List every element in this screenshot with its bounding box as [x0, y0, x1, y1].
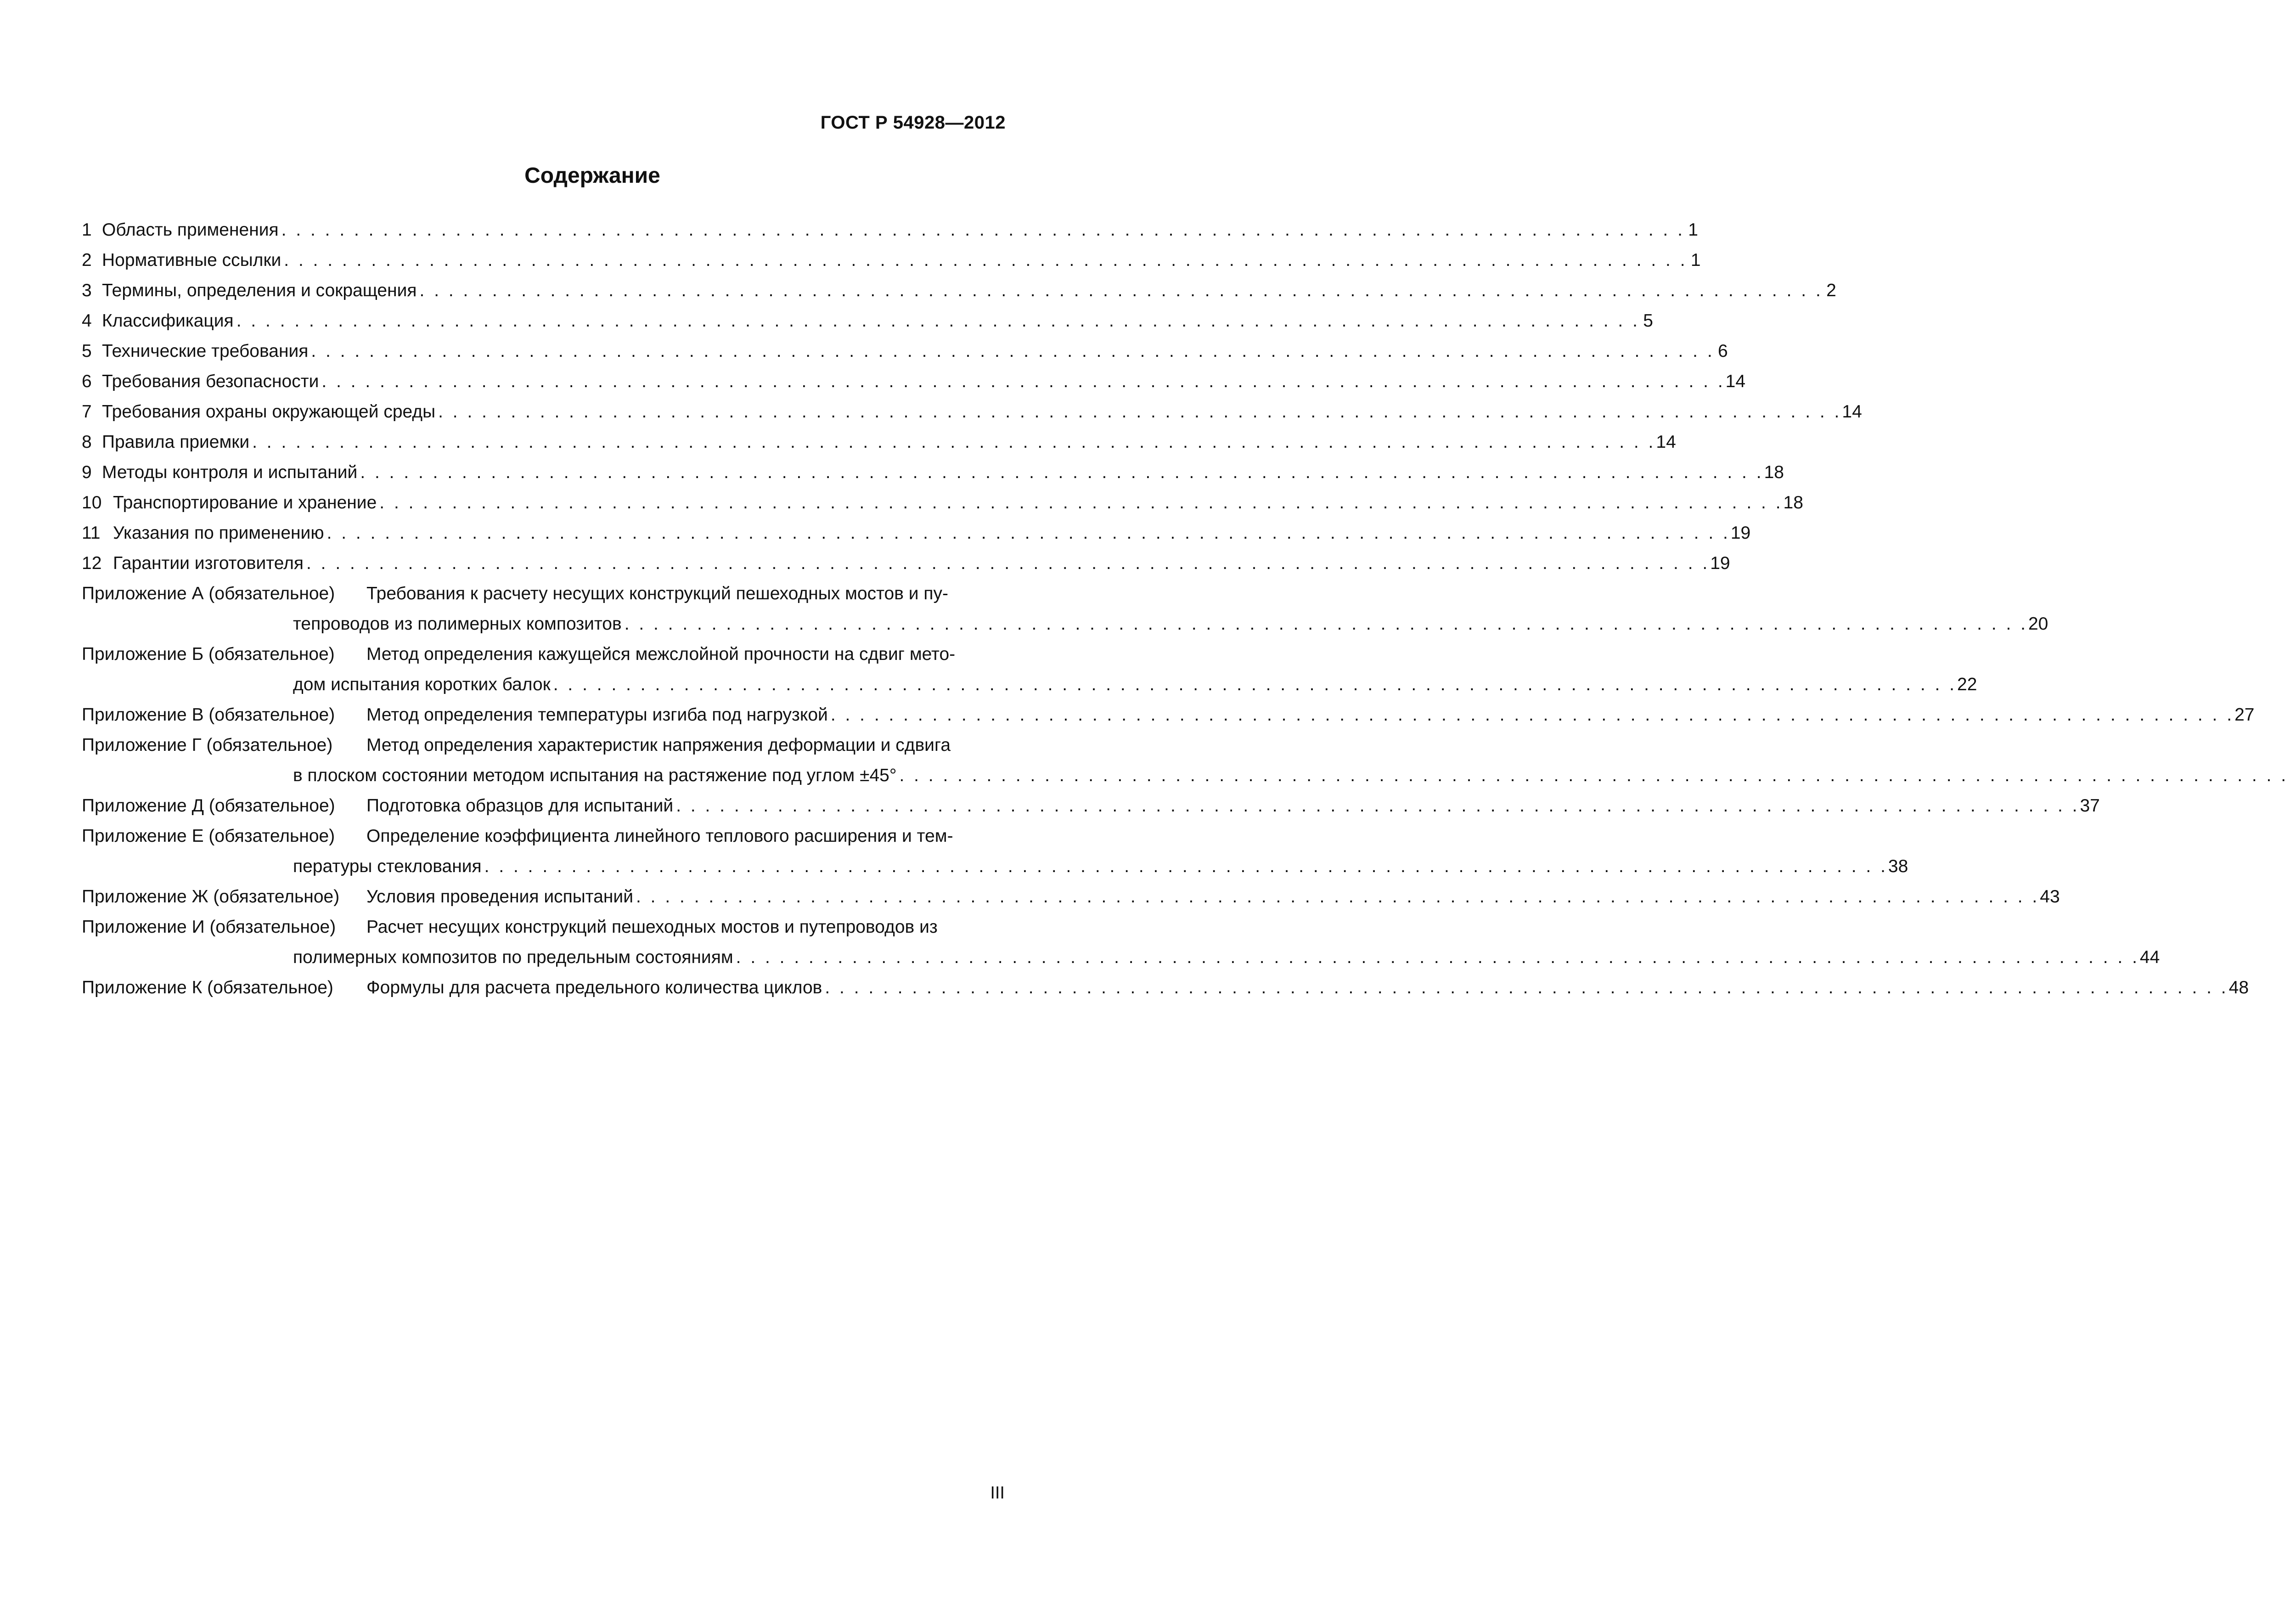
dot-leader — [252, 427, 1653, 457]
dot-leader — [625, 609, 2026, 639]
appendix-title-line: Метод определения температуры изгиба под нагрузкой — [366, 705, 828, 725]
dot-leader — [831, 700, 2232, 730]
page-title: Содержание — [524, 163, 660, 188]
dot-leader — [306, 548, 1707, 579]
dot-leader — [553, 670, 1954, 700]
toc-entry[interactable] — [82, 366, 1746, 397]
toc-entry[interactable] — [82, 518, 1751, 548]
toc-entry-page: 38 — [1888, 856, 1908, 876]
toc-appendix-entry[interactable] — [82, 579, 2048, 639]
toc-entry-page: 5 — [1643, 311, 1653, 331]
toc-entry-page: 20 — [2028, 614, 2048, 634]
dot-leader — [379, 488, 1780, 518]
toc-entry-page: 22 — [1957, 675, 1977, 694]
appendix-title-line: Метод определения характеристик напряжения деформации и сдвига — [366, 735, 951, 755]
appendix-lead: Приложение Д (обязательное) — [82, 796, 335, 816]
toc-entry-page: 1 — [1690, 250, 1701, 270]
toc-entry-page: 18 — [1783, 493, 1803, 513]
document-code: ГОСТ Р 54928—2012 — [820, 113, 1006, 133]
toc-entry[interactable] — [82, 306, 1653, 336]
toc-entry-number: 9 — [82, 462, 92, 482]
toc-entry-page: 14 — [1725, 372, 1746, 391]
toc-entry-label: Гарантии изготовителя — [113, 553, 304, 573]
toc-entry[interactable] — [82, 215, 1698, 245]
toc-entry-number: 11 — [82, 523, 101, 543]
toc-entry-number: 1 — [82, 220, 92, 240]
dot-leader — [438, 397, 1839, 427]
dot-leader — [736, 942, 2137, 973]
appendix-title-line: пературы стеклования — [293, 856, 482, 876]
dot-leader — [311, 336, 1712, 366]
appendix-lead: Приложение В (обязательное) — [82, 705, 335, 725]
toc-entry-label: Область применения — [102, 220, 279, 240]
toc-entry[interactable] — [82, 336, 1728, 366]
toc-entry-label: Требования охраны окружающей среды — [102, 402, 436, 422]
dot-leader — [825, 973, 2226, 1003]
table-of-contents — [82, 215, 2255, 1003]
appendix-title-line: Расчет несущих конструкций пешеходных мостов и путепроводов из — [366, 917, 938, 937]
toc-entry-number: 4 — [82, 311, 92, 331]
toc-entry-page: 2 — [1826, 281, 1836, 300]
dot-leader — [284, 245, 1685, 276]
appendix-lead: Приложение Б (обязательное) — [82, 644, 335, 664]
appendix-title-line: Условия проведения испытаний — [366, 887, 634, 907]
toc-entry-number: 7 — [82, 402, 92, 422]
dot-leader — [236, 306, 1638, 336]
appendix-lead: Приложение К (обязательное) — [82, 978, 333, 997]
appendix-lead: Приложение Е (обязательное) — [82, 826, 335, 846]
toc-appendix-entry[interactable] — [82, 912, 2160, 973]
appendix-lead: Приложение Ж (обязательное) — [82, 887, 340, 907]
appendix-lead: Приложение И (обязательное) — [82, 917, 336, 937]
toc-entry-label: Требования безопасности — [102, 372, 319, 391]
appendix-title-line: Метод определения кажущейся межслойной прочности на сдвиг мето- — [366, 644, 956, 664]
toc-entry-page: 1 — [1688, 220, 1698, 240]
toc-entry-page: 19 — [1730, 523, 1751, 543]
toc-entry-label: Указания по применению — [113, 523, 324, 543]
appendix-title-line: Формулы для расчета предельного количества циклов — [366, 978, 822, 997]
toc-entry[interactable] — [82, 276, 1836, 306]
toc-entry-page: 14 — [1842, 402, 1862, 422]
dot-leader — [636, 882, 2037, 912]
appendix-title-line: Требования к расчету несущих конструкций пешеходных мостов и пу- — [366, 584, 949, 603]
dot-leader — [281, 215, 1683, 245]
dot-leader — [327, 518, 1728, 548]
toc-entry-number: 12 — [82, 553, 102, 573]
toc-entry[interactable] — [82, 427, 1676, 457]
toc-appendix-entry[interactable] — [82, 821, 1908, 882]
toc-entry-number: 10 — [82, 493, 102, 513]
toc-appendix-entry[interactable] — [82, 730, 1006, 791]
dot-leader — [484, 851, 1885, 882]
appendix-title-line: полимерных композитов по предельным состояниям — [293, 947, 733, 967]
toc-entry-label: Нормативные ссылки — [102, 250, 281, 270]
toc-entry-number: 3 — [82, 281, 92, 300]
toc-entry-page: 37 — [2080, 796, 2100, 816]
toc-entry-page: 14 — [1656, 432, 1676, 452]
toc-entry-page: 27 — [2234, 705, 2255, 725]
toc-entry[interactable] — [82, 488, 1803, 518]
dot-leader — [321, 366, 1722, 397]
toc-appendix-entry[interactable] — [82, 700, 2255, 730]
appendix-title-line: дом испытания коротких балок — [293, 675, 551, 694]
toc-entry-page: 48 — [2228, 978, 2249, 997]
appendix-lead: Приложение А (обязательное) — [82, 584, 335, 603]
toc-appendix-entry[interactable] — [82, 882, 2060, 912]
toc-entry-label: Правила приемки — [102, 432, 250, 452]
toc-entry[interactable] — [82, 245, 1701, 276]
toc-entry-number: 5 — [82, 341, 92, 361]
toc-entry-page: 18 — [1764, 462, 1784, 482]
toc-entry-label: Методы контроля и испытаний — [102, 462, 358, 482]
toc-entry-page: 19 — [1710, 553, 1730, 573]
appendix-title-line: Подготовка образцов для испытаний — [366, 796, 674, 816]
toc-entry-number: 2 — [82, 250, 92, 270]
appendix-lead: Приложение Г (обязательное) — [82, 735, 333, 755]
toc-entry-label: Технические требования — [102, 341, 309, 361]
toc-appendix-entry[interactable] — [82, 639, 1977, 700]
page-number: III — [990, 1483, 1005, 1503]
dot-leader — [360, 457, 1761, 488]
toc-entry-label: Классификация — [102, 311, 234, 331]
appendix-title-line: в плоском состоянии методом испытания на растяжение под углом ±45° — [293, 766, 897, 785]
dot-leader — [899, 760, 2296, 791]
dot-leader — [676, 791, 2077, 821]
dot-leader — [420, 276, 1821, 306]
appendix-title-line: тепроводов из полимерных композитов — [293, 614, 622, 634]
toc-entry[interactable] — [82, 548, 1730, 579]
toc-entry-number: 8 — [82, 432, 92, 452]
toc-entry-label: Транспортирование и хранение — [113, 493, 377, 513]
toc-entry-page: 44 — [2139, 947, 2160, 967]
toc-appendix-entry[interactable] — [82, 791, 2100, 821]
toc-entry[interactable] — [82, 397, 1862, 427]
toc-entry-page: 43 — [2040, 887, 2060, 907]
toc-entry-label: Термины, определения и сокращения — [102, 281, 417, 300]
toc-appendix-entry[interactable] — [82, 973, 2249, 1003]
appendix-title-line: Определение коэффициента линейного теплового расширения и тем- — [366, 826, 953, 846]
toc-entry-page: 6 — [1717, 341, 1728, 361]
toc-entry[interactable] — [82, 457, 1784, 488]
toc-entry-number: 6 — [82, 372, 92, 391]
